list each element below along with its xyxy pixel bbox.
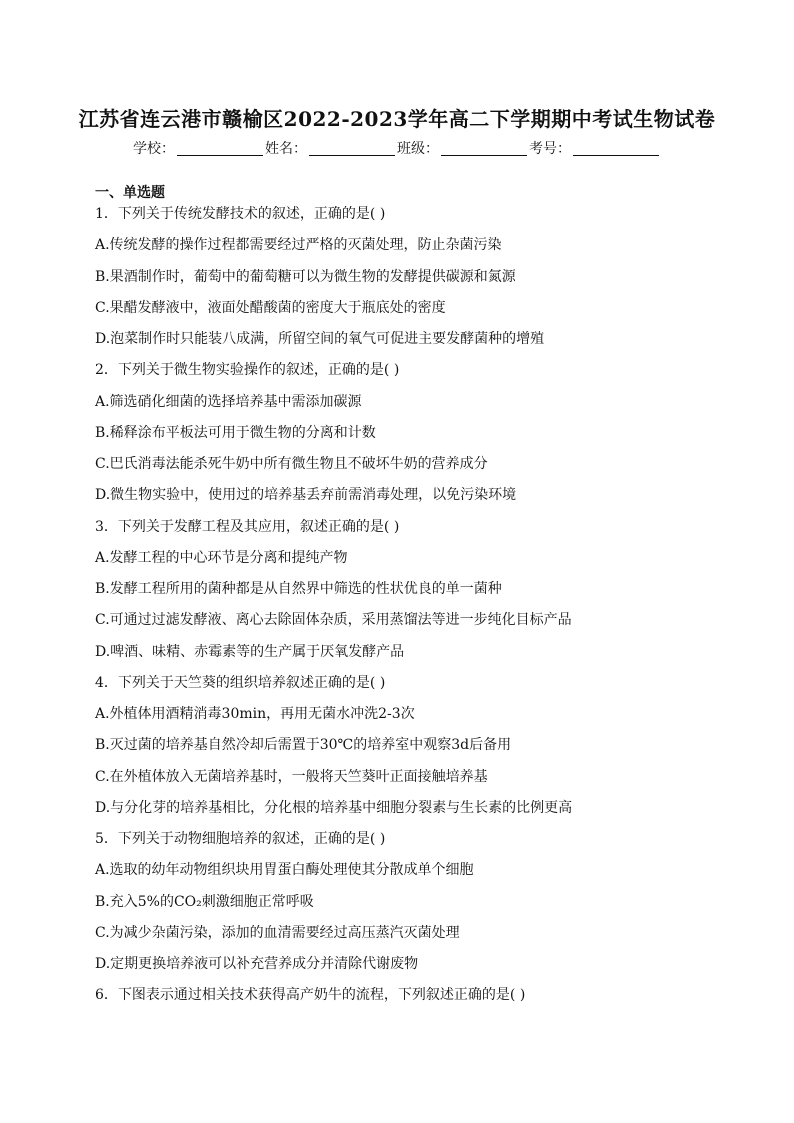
student-info-row <box>0 138 794 158</box>
option-5d: D.定期更换培养液可以补充营养成分并清除代谢废物 <box>95 956 419 972</box>
question-4: 4．下列关于天竺葵的组织培养叙述正确的是( ) <box>95 674 386 691</box>
option-5a: A.选取的幼年动物组织块用胃蛋白酶处理使其分散成单个细胞 <box>95 862 474 879</box>
section-heading: 一、单选题 <box>95 185 165 201</box>
option-4a: A.外植体用酒精消毒30min，再用无菌水冲洗2-3次 <box>95 706 415 722</box>
exam-number-label: 考号： <box>529 141 571 157</box>
option-4c: C.在外植体放入无菌培养基时，一般将天竺葵叶正面接触培养基 <box>95 768 488 785</box>
option-1b: B.果酒制作时，葡萄中的葡萄糖可以为微生物的发酵提供碳源和氮源 <box>95 268 516 285</box>
option-3c: C.可通过过滤发酵液、离心去除固体杂质，采用蒸馏法等进一步纯化目标产品 <box>95 612 572 629</box>
name-label: 姓名： <box>265 141 307 157</box>
exam-number-blank <box>573 141 659 156</box>
question-2: 2．下列关于微生物实验操作的叙述，正确的是( ) <box>95 362 400 379</box>
question-1: 1．下列关于传统发酵技术的叙述，正确的是( ) <box>95 206 386 222</box>
question-3: 3．下列关于发酵工程及其应用，叙述正确的是( ) <box>95 518 400 535</box>
option-3a: A.发酵工程的中心环节是分离和提纯产物 <box>95 549 348 566</box>
school-blank <box>177 141 263 156</box>
option-2b: B.稀释涂布平板法可用于微生物的分离和计数 <box>95 424 376 441</box>
option-1a: A.传统发酵的操作过程都需要经过严格的灭菌处理，防止杂菌污染 <box>95 237 502 254</box>
option-3d: D.啤酒、味精、赤霉素等的生产属于厌氧发酵产品 <box>95 643 405 660</box>
name-blank <box>309 141 395 156</box>
option-4d: D.与分化芽的培养基相比，分化根的培养基中细胞分裂素与生长素的比例更高 <box>95 799 573 816</box>
school-label: 学校： <box>133 141 175 157</box>
option-2c: C.巴氏消毒法能杀死牛奶中所有微生物且不破坏牛奶的营养成分 <box>95 456 488 472</box>
option-1d: D.泡菜制作时只能装八成满，所留空间的氧气可促进主要发酵菌种的增殖 <box>95 331 545 347</box>
class-blank <box>441 141 527 156</box>
question-list <box>95 203 715 1016</box>
question-6: 6．下图表示通过相关技术获得高产奶牛的流程，下列叙述正确的是( ) <box>95 987 526 1004</box>
option-3b: B.发酵工程所用的菌种都是从自然界中筛选的性状优良的单一菌种 <box>95 581 502 597</box>
option-4b: B.灭过菌的培养基自然冷却后需置于30℃的培养室中观察3d后备用 <box>95 737 512 754</box>
option-5c: C.为减少杂菌污染，添加的血清需要经过高压蒸汽灭菌处理 <box>95 924 460 941</box>
option-1c: C.果醋发酵液中，液面处醋酸菌的密度大于瓶底处的密度 <box>95 299 446 316</box>
class-label: 班级： <box>397 141 439 157</box>
option-5b: B.充入5%的CO₂刺激细胞正常呼吸 <box>95 893 314 910</box>
option-2a: A.筛选硝化细菌的选择培养基中需添加碳源 <box>95 393 362 410</box>
option-2d: D.微生物实验中，使用过的培养基丢弃前需消毒处理，以免污染环境 <box>95 487 517 504</box>
question-5: 5．下列关于动物细胞培养的叙述，正确的是( ) <box>95 831 386 847</box>
exam-title: 江苏省连云港市赣榆区2022-2023学年高二下学期期中考试生物试卷 <box>78 107 716 131</box>
